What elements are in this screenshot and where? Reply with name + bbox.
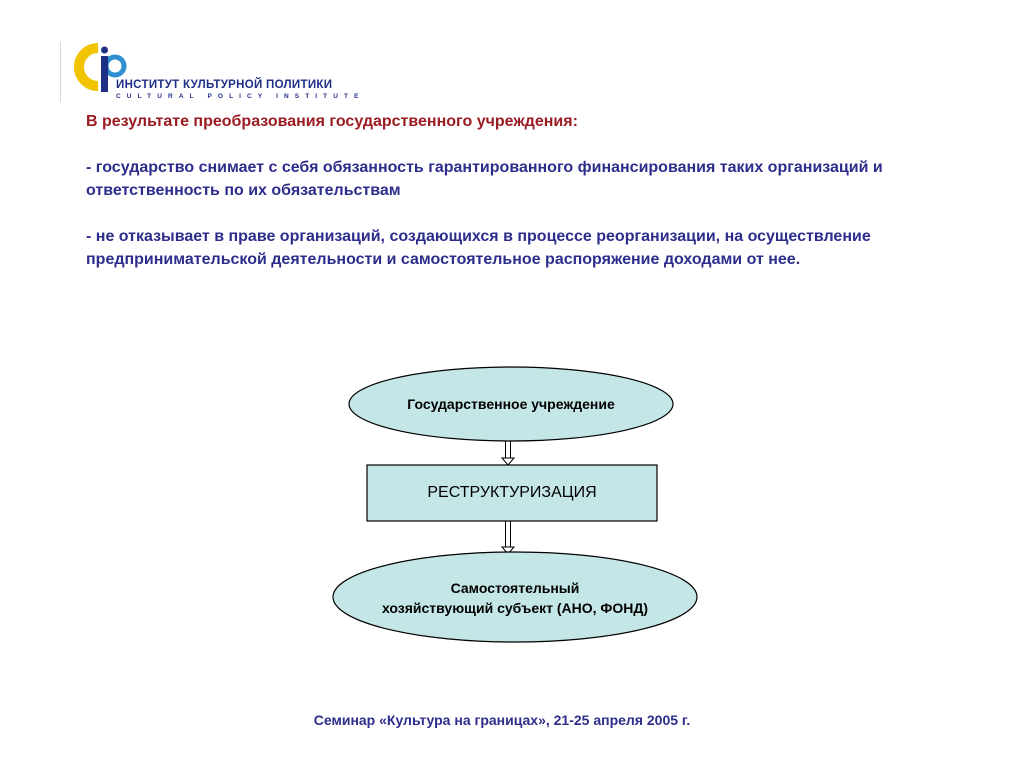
bottom-node-line-2: хозяйствующий субъект (АНО, ФОНД) [381,600,648,616]
arrow-down-icon [502,441,514,465]
middle-node-label: РЕСТРУКТУРИЗАЦИЯ [427,484,597,501]
top-node-label: Государственное учреждение [407,396,615,412]
logo-name: ИНСТИТУТ КУЛЬТУРНОЙ ПОЛИТИКИ [116,79,333,91]
bottom-node-line-1: Самостоятельный [450,580,580,596]
bullet-1: - государство снимает с себя обязанность гарантированного финансирования таких организаций и ответственность по их обязательствам [86,159,883,199]
bullet-2: - не отказывает в праве организаций, создающихся в процессе реорганизации, на осуществление предпринимательской деятельности и самостоятельное распоряжение доходами от нее. [86,228,871,268]
footer-caption: Семинар «Культура на границах», 21-25 апреля 2005 г. [313,712,691,728]
logo-subtitle: CULTURAL POLICY INSTITUTE [116,93,365,100]
bottom-node-label [335,578,695,618]
heading: В результате преобразования государственного учреждения: [86,113,578,130]
arrow-down-icon [502,521,514,554]
